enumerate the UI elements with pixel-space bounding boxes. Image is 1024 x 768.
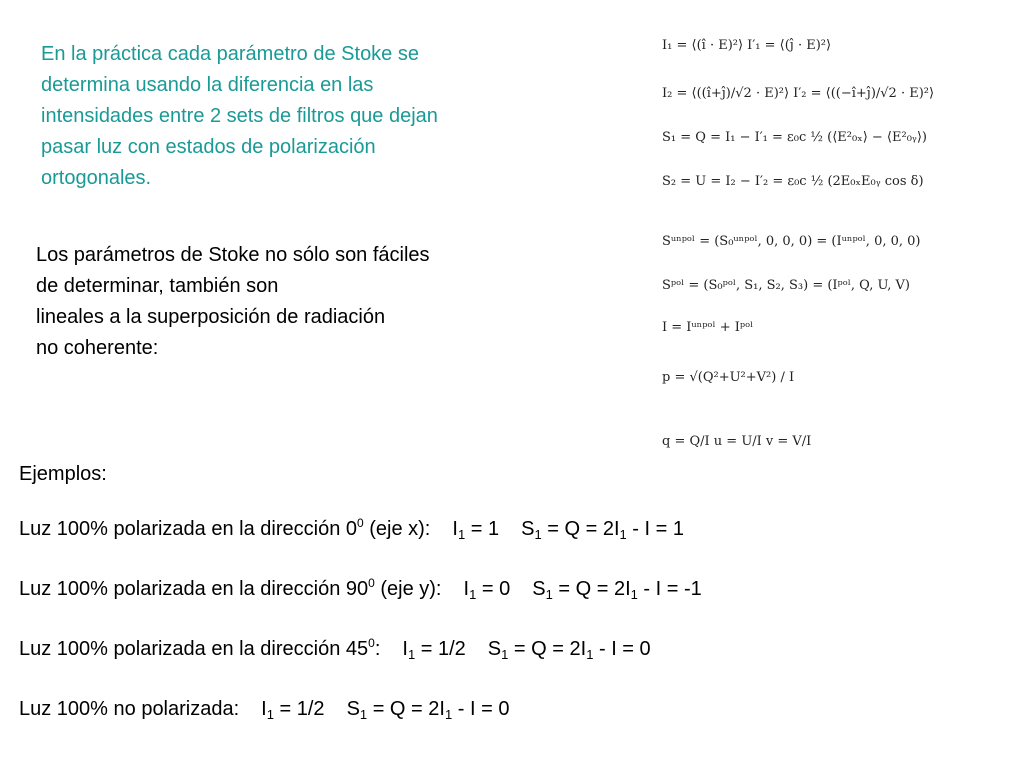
equals: =: [476, 578, 500, 600]
i-symbol: I: [452, 518, 458, 540]
equation-unpolarized: Sᵘⁿᵖᵒˡ = (S₀ᵘⁿᵖᵒˡ, 0, 0, 0) = (Iᵘⁿᵖᵒˡ, 0, 0, 0): [662, 234, 921, 249]
equals: =: [415, 638, 438, 660]
i-symbol: I: [463, 578, 470, 600]
degree-superscript: 0: [357, 516, 364, 530]
i-symbol: I: [402, 638, 408, 660]
linearity-line: de determinar, también son: [36, 275, 279, 297]
degree-superscript: 0: [368, 576, 375, 590]
s-symbol: S: [487, 638, 502, 660]
equals: =: [465, 518, 488, 540]
i-symbol: I: [261, 698, 267, 720]
equation-degree-polarization: p = √(Q²+U²+V²) / I: [662, 370, 795, 385]
subscript-1: 1: [469, 587, 477, 602]
intro-line: ortogonales.: [41, 167, 152, 189]
example-description: Luz 100% no polarizada:: [19, 698, 240, 720]
s1-value: 0: [639, 638, 651, 660]
linearity-line: no coherente:: [36, 337, 159, 359]
example-description: Luz 100% polarizada en la dirección 90: [19, 578, 369, 600]
equals: =: [273, 698, 297, 720]
s1-expression: = Q = 2I: [541, 518, 620, 540]
linearity-line: Los parámetros de Stoke no sólo son fáciles: [36, 244, 430, 266]
s-symbol: S: [346, 698, 360, 720]
s1-tail: - I =: [637, 578, 684, 600]
equation-intensity-1: I₁ = ⟨(î · E)²⟩ I′₁ = ⟨(ĵ · E)²⟩: [662, 38, 832, 53]
subscript-1: 1: [501, 647, 509, 662]
linearity-line: lineales a la superposición de radiación: [36, 306, 386, 328]
example-description-tail: (eje y):: [374, 578, 442, 600]
intro-line: determina usando la diferencia en las: [41, 74, 374, 96]
example-description: Luz 100% polarizada en la dirección 45: [19, 638, 369, 660]
intro-line: intensidades entre 2 sets de filtros que dejan: [41, 105, 438, 127]
intro-paragraph: [41, 39, 561, 194]
subscript-1: 1: [534, 527, 542, 542]
example-row: [19, 634, 702, 694]
i1-value: 0: [499, 578, 511, 600]
example-description: Luz 100% polarizada en la dirección 0: [19, 518, 357, 540]
subscript-1: 1: [619, 527, 627, 542]
equation-polarized: Sᵖᵒˡ = (S₀ᵖᵒˡ, S₁, S₂, S₃) = (Iᵖᵒˡ, Q, U, V): [662, 278, 910, 293]
i1-value: 1/2: [437, 638, 466, 660]
s1-expression: = Q = 2I: [367, 698, 445, 720]
subscript-1: 1: [630, 587, 638, 602]
degree-superscript: 0: [368, 636, 375, 650]
example-row: [19, 514, 702, 574]
i1-value: 1/2: [296, 698, 325, 720]
intro-line: En la práctica cada parámetro de Stoke se: [41, 43, 419, 65]
example-description-tail: :: [374, 638, 381, 660]
subscript-1: 1: [457, 527, 466, 542]
s1-expression: = Q = 2I: [552, 578, 631, 600]
equation-normalized: q = Q/I u = U/I v = V/I: [662, 434, 812, 449]
equation-s1: S₁ = Q = I₁ − I′₁ = ε₀c ½ (⟨E²₀ₓ⟩ − ⟨E²₀ᵧ⟩): [662, 130, 927, 145]
s1-value: 0: [498, 698, 510, 720]
equation-intensity-2: I₂ = ⟨((î+ĵ)/√2 · E)²⟩ I′₂ = ⟨((−î+ĵ)/√2 · E)²⟩: [662, 86, 935, 101]
equation-total-intensity: I = Iᵘⁿᵖᵒˡ + Iᵖᵒˡ: [662, 320, 754, 335]
s-symbol: S: [532, 578, 546, 600]
examples-section: [19, 463, 702, 754]
linearity-paragraph: [36, 240, 556, 364]
equation-s2: S₂ = U = I₂ − I′₂ = ε₀c ½ (2E₀ₓE₀ᵧ cos δ): [662, 174, 924, 189]
i1-value: 1: [487, 518, 500, 540]
subscript-1: 1: [359, 707, 368, 722]
examples-heading: Ejemplos:: [19, 463, 107, 485]
s1-tail: - I =: [593, 638, 640, 660]
s1-tail: - I =: [452, 698, 499, 720]
s1-value: 1: [672, 518, 684, 540]
example-row: [19, 694, 702, 754]
example-description-tail: (eje x):: [363, 518, 431, 540]
s1-value: -1: [683, 578, 702, 600]
subscript-1: 1: [586, 647, 594, 662]
examples-list: [19, 514, 702, 754]
intro-line: pasar luz con estados de polarización: [41, 136, 376, 158]
subscript-1: 1: [266, 707, 274, 722]
s-symbol: S: [521, 518, 535, 540]
s1-expression: = Q = 2I: [508, 638, 587, 660]
example-row: [19, 574, 702, 634]
s1-tail: - I =: [626, 518, 673, 540]
subscript-1: 1: [407, 647, 416, 662]
subscript-1: 1: [444, 707, 453, 722]
subscript-1: 1: [545, 587, 553, 602]
